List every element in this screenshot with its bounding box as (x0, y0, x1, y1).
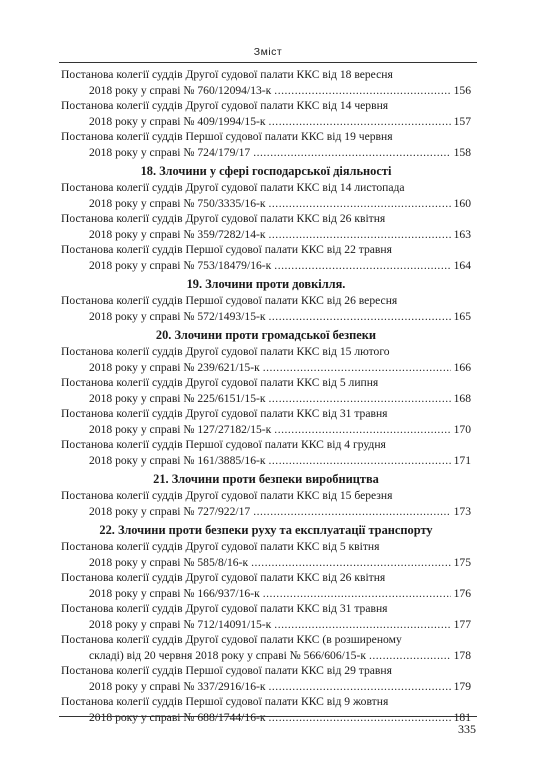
toc-entry[interactable] (61, 375, 471, 406)
toc-entry[interactable] (61, 437, 471, 468)
dot-leader (263, 360, 451, 376)
entry-case-reference: 2018 року у справі № 337/2916/16-к (89, 679, 266, 693)
dot-leader (369, 648, 451, 664)
entry-case-reference: 2018 року у справі № 750/3335/16-к (89, 196, 266, 210)
toc-entry[interactable] (61, 242, 471, 273)
toc-entry[interactable] (61, 694, 471, 725)
toc-entry[interactable] (61, 601, 471, 632)
dot-leader (253, 504, 450, 520)
header-rule (59, 62, 477, 63)
entry-page-number: 171 (453, 453, 471, 467)
dot-leader (251, 555, 451, 571)
toc-entry[interactable] (61, 67, 471, 98)
dot-leader (274, 258, 450, 274)
dot-leader (274, 422, 450, 438)
entry-case-reference: 2018 року у справі № 161/3885/16-к (89, 453, 266, 467)
entry-case-reference: 2018 року у справі № 166/937/16-к (89, 586, 260, 600)
entry-page-number: 156 (453, 83, 471, 97)
entry-case-reference: 2018 року у справі № 409/1994/15-к (89, 114, 266, 128)
entry-title: Постанова колегії суддів Першої судової палати ККС від 4 грудня (61, 438, 386, 451)
dot-leader (269, 391, 451, 407)
entry-page-number: 165 (453, 309, 471, 323)
entry-title: Постанова колегії суддів Другої судової палати ККС від 31 травня (61, 602, 388, 615)
entry-page-number: 178 (453, 648, 471, 662)
dot-leader (269, 227, 451, 243)
entry-page-number: 168 (453, 391, 471, 405)
dot-leader (274, 617, 450, 633)
entry-page-number: 158 (453, 145, 471, 159)
entry-page-number: 177 (453, 617, 471, 631)
section-heading: 18. Злочини у сфері господарської діяльності (140, 164, 392, 178)
entry-case-reference: 2018 року у справі № 760/12094/13-к (89, 83, 272, 97)
toc-entry[interactable] (61, 539, 471, 570)
entry-case-reference: 2018 року у справі № 727/922/17 (89, 504, 251, 518)
dot-leader (269, 710, 451, 726)
entry-page-number: 181 (453, 710, 471, 724)
toc-entry[interactable] (61, 406, 471, 437)
entry-title: Постанова колегії суддів Першої судової палати ККС від 22 травня (61, 243, 392, 256)
entry-title: Постанова колегії суддів Першої судової палати ККС від 9 жовтня (61, 695, 389, 708)
toc-entry[interactable] (61, 344, 471, 375)
entry-case-reference: 2018 року у справі № 359/7282/14-к (89, 227, 266, 241)
entry-title: Постанова колегії суддів Другої судової палати ККС від 26 квітня (61, 571, 386, 584)
running-header: Зміст (253, 46, 283, 58)
entry-title: Постанова колегії суддів Першої судової палати ККС від 19 червня (61, 130, 393, 143)
dot-leader (274, 83, 450, 99)
entry-page-number: 163 (453, 227, 471, 241)
entry-title: Постанова колегії суддів Другої судової палати ККС від 14 червня (61, 99, 389, 112)
entry-title: Постанова колегії суддів Першої судової палати ККС від 26 вересня (61, 294, 398, 307)
entry-page-number: 164 (453, 258, 471, 272)
entry-title: Постанова колегії суддів Другої судової палати ККС від 31 травня (61, 407, 388, 420)
entry-page-number: 176 (453, 586, 471, 600)
entry-case-reference: 2018 року у справі № 712/14091/15-к (89, 617, 272, 631)
toc-entry[interactable] (61, 129, 471, 160)
section-heading: 20. Злочини проти громадської безпеки (155, 328, 377, 342)
table-of-contents (61, 67, 471, 725)
toc-entry[interactable] (61, 663, 471, 694)
entry-page-number: 170 (453, 422, 471, 436)
entry-case-reference: 2018 року у справі № 724/179/17 (89, 145, 251, 159)
entry-title: Постанова колегії суддів Першої судової палати ККС від 29 травня (61, 664, 392, 677)
entry-case-reference: 2018 року у справі № 688/1744/16-к (89, 710, 266, 724)
entry-title: Постанова колегії суддів Другої судової палати ККС від 18 вересня (61, 68, 393, 81)
toc-entry[interactable] (61, 211, 471, 242)
entry-title: Постанова колегії суддів Другої судової палати ККС (в розширеному (61, 633, 402, 646)
entry-case-reference: 2018 року у справі № 572/1493/15-к (89, 309, 266, 323)
entry-title: Постанова колегії суддів Другої судової палати ККС від 14 листопада (61, 181, 405, 194)
entry-page-number: 179 (453, 679, 471, 693)
entry-page-number: 166 (453, 360, 471, 374)
dot-leader (269, 196, 451, 212)
toc-entry[interactable] (61, 570, 471, 601)
section-heading: 21. Злочини проти безпеки виробництва (153, 472, 379, 486)
toc-entry[interactable] (61, 180, 471, 211)
entry-title: Постанова колегії суддів Другої судової палати ККС від 15 лютого (61, 345, 390, 358)
toc-entry[interactable] (61, 632, 471, 663)
entry-page-number: 160 (453, 196, 471, 210)
toc-entry[interactable] (61, 293, 471, 324)
entry-page-number: 157 (453, 114, 471, 128)
dot-leader (269, 679, 451, 695)
section-heading: 22. Злочини проти безпеки руху та експлуатації транспорту (99, 523, 433, 537)
entry-title: Постанова колегії суддів Другої судової палати ККС від 5 квітня (61, 540, 380, 553)
entry-title: Постанова колегії суддів Другої судової палати ККС від 5 липня (61, 376, 379, 389)
dot-leader (269, 453, 451, 469)
entry-title: Постанова колегії суддів Другої судової палати ККС від 26 квітня (61, 212, 386, 225)
footer-rule (59, 716, 477, 717)
entry-case-reference: складі) від 20 червня 2018 року у справі № 566/606/15-к (89, 648, 366, 662)
entry-case-reference: 2018 року у справі № 239/621/15-к (89, 360, 260, 374)
entry-page-number: 173 (453, 504, 471, 518)
page-number: 335 (458, 722, 476, 736)
entry-case-reference: 2018 року у справі № 225/6151/15-к (89, 391, 266, 405)
toc-entry[interactable] (61, 488, 471, 519)
dot-leader (253, 145, 450, 161)
entry-case-reference: 2018 року у справі № 127/27182/15-к (89, 422, 272, 436)
entry-page-number: 175 (453, 555, 471, 569)
section-heading: 19. Злочини проти довкілля. (186, 277, 346, 291)
entry-case-reference: 2018 року у справі № 585/8/16-к (89, 555, 249, 569)
dot-leader (269, 309, 451, 325)
dot-leader (263, 586, 451, 602)
entry-title: Постанова колегії суддів Другої судової палати ККС від 15 березня (61, 489, 393, 502)
entry-case-reference: 2018 року у справі № 753/18479/16-к (89, 258, 272, 272)
toc-entry[interactable] (61, 98, 471, 129)
dot-leader (269, 114, 451, 130)
